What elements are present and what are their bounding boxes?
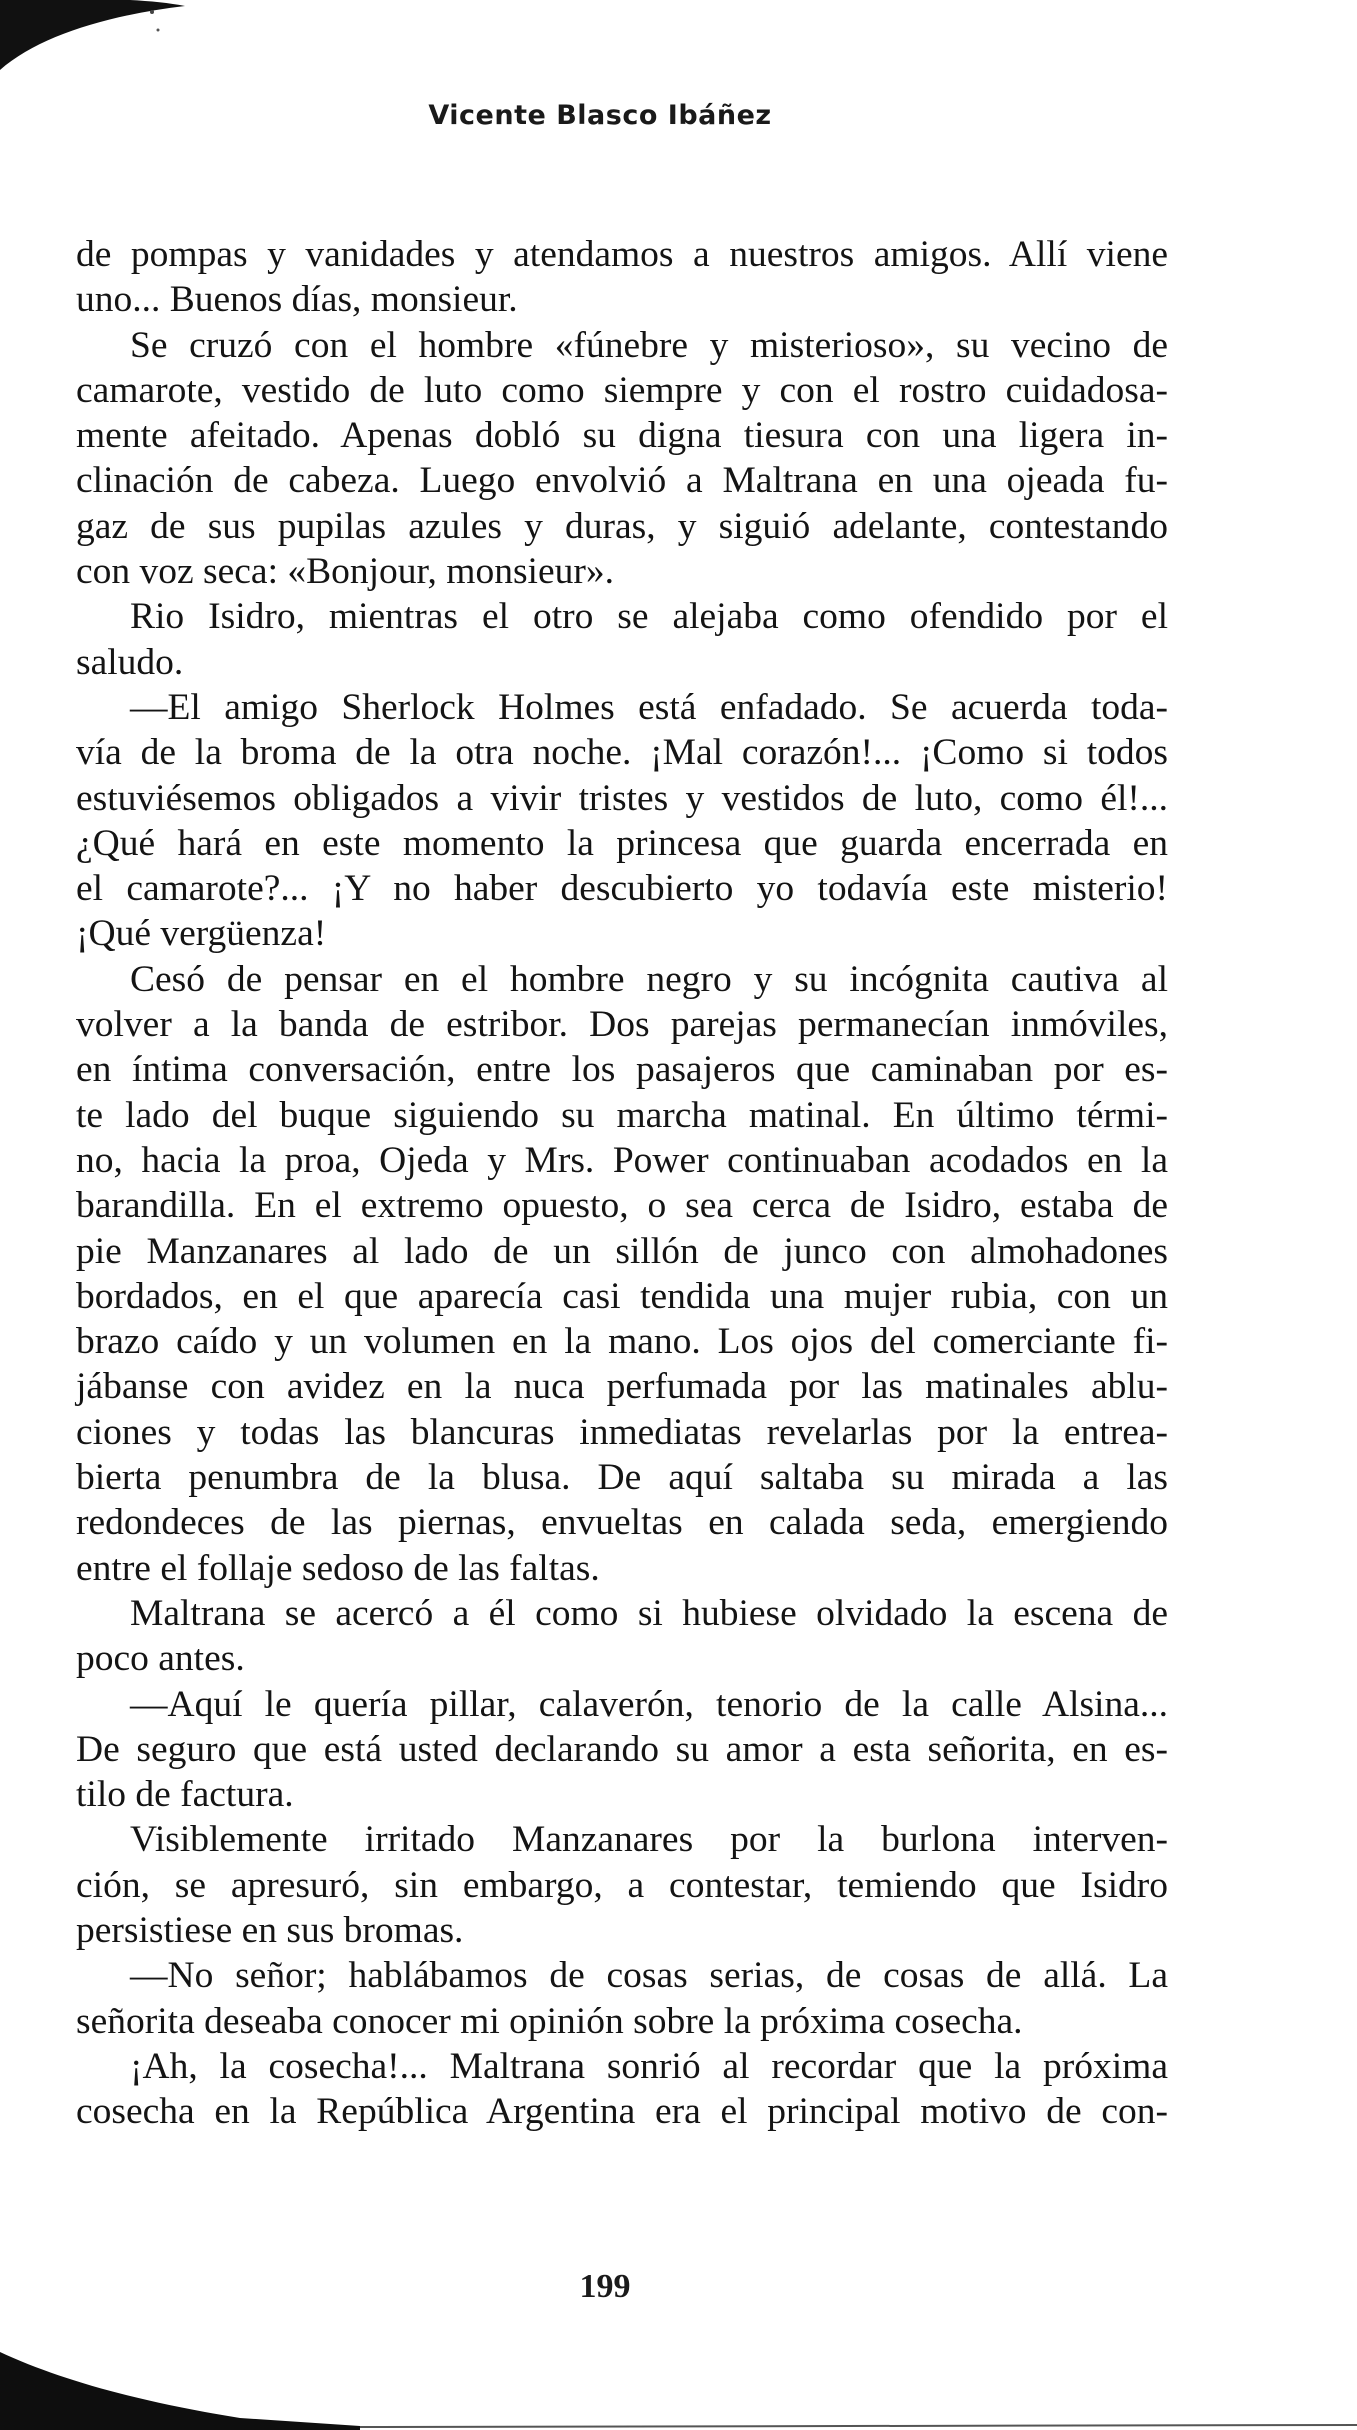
text-line: uno... Buenos días, monsieur. [76,279,518,321]
text-line: —Aquí le quería pillar, calaverón, tenorio de la calle Alsina... [130,1683,1168,1725]
text-line: gaz de sus pupilas azules y duras, y siguió adelante, contestando [76,505,1168,547]
text-line: barandilla. En el extremo opuesto, o sea cerca de Isidro, estaba de [76,1185,1168,1227]
text-line: jábanse con avidez en la nuca perfumada por las matinales ablu- [76,1366,1168,1408]
text-line: estuviésemos obligados a vivir tristes y vestidos de luto, como él!... [76,777,1168,819]
running-head: Vicente Blasco Ibáñez [428,100,772,131]
text-line: ¡Qué vergüenza! [76,913,327,955]
text-line: ciones y todas las blancuras inmediatas revelarlas por la entrea- [76,1411,1168,1453]
text-line: persistiese en sus bromas. [76,1909,464,1951]
text-line: camarote, vestido de luto como siempre y con el rostro cuidadosa- [76,369,1168,411]
text-line: el camarote?... ¡Y no haber descubierto yo todavía este misterio! [76,868,1168,910]
scan-edge-shadow-bottom [0,2340,1357,2430]
text-line: —No señor; hablábamos de cosas serias, de cosas de allá. La [130,1955,1168,1997]
text-line: en íntima conversación, entre los pasajeros que caminaban por es- [76,1049,1168,1091]
text-line: redondeces de las piernas, envueltas en calada seda, emergiendo [76,1502,1168,1544]
text-line: vía de la broma de la otra noche. ¡Mal corazón!... ¡Como si todos [76,732,1168,774]
text-line: —El amigo Sherlock Holmes está enfadado. Se acuerda toda- [130,686,1168,728]
text-line: Visiblemente irritado Manzanares por la burlona interven- [130,1819,1168,1861]
text-line: entre el follaje sedoso de las faltas. [76,1547,600,1589]
text-line: te lado del buque siguiendo su marcha matinal. En último térmi- [76,1094,1168,1136]
text-line: con voz seca: «Bonjour, monsieur». [76,551,614,593]
text-line: bierta penumbra de la blusa. De aquí saltaba su mirada a las [76,1457,1168,1499]
text-line: brazo caído y un volumen en la mano. Los ojos del comerciante fi- [76,1321,1168,1363]
text-line: saludo. [76,641,184,683]
text-line: tilo de factura. [76,1774,294,1816]
text-line: no, hacia la proa, Ojeda y Mrs. Power continuaban acodados en la [76,1139,1168,1181]
body-text [76,232,1168,2134]
text-line: Se cruzó con el hombre «fúnebre y misterioso», su vecino de [130,324,1168,366]
text-line: Cesó de pensar en el hombre negro y su incógnita cautiva al [130,958,1168,1000]
text-line: Rio Isidro, mientras el otro se alejaba como ofendido por el [130,596,1168,638]
text-line: clinación de cabeza. Luego envolvió a Maltrana en una ojeada fu- [76,460,1168,502]
text-line: ción, se apresuró, sin embargo, a contestar, temiendo que Isidro [76,1864,1168,1906]
text-line: mente afeitado. Apenas dobló su digna tiesura con una ligera in- [76,415,1168,457]
scan-corner-shadow-top [0,0,260,110]
text-line: de pompas y vanidades y atendamos a nuestros amigos. Allí viene [76,234,1168,275]
text-line: bordados, en el que aparecía casi tendida una mujer rubia, con un [76,1275,1168,1317]
text-line: De seguro que está usted declarando su amor a esta señorita, en es- [76,1728,1168,1770]
text-line: cosecha en la República Argentina era el principal motivo de con- [76,2091,1168,2133]
text-line: ¿Qué hará en este momento la princesa que guarda encerrada en [76,822,1168,864]
text-line: señorita deseaba conocer mi opinión sobre la próxima cosecha. [76,2000,1023,2042]
text-line: poco antes. [76,1638,245,1680]
text-line: volver a la banda de estribor. Dos parejas permanecían inmóviles, [76,1004,1168,1046]
text-line: Maltrana se acercó a él como si hubiese olvidado la escena de [130,1592,1168,1634]
page-number: 199 [579,2268,631,2305]
text-line: ¡Ah, la cosecha!... Maltrana sonrió al recordar que la próxima [130,2045,1168,2087]
text-line: pie Manzanares al lado de un sillón de junco con almohadones [76,1230,1168,1272]
